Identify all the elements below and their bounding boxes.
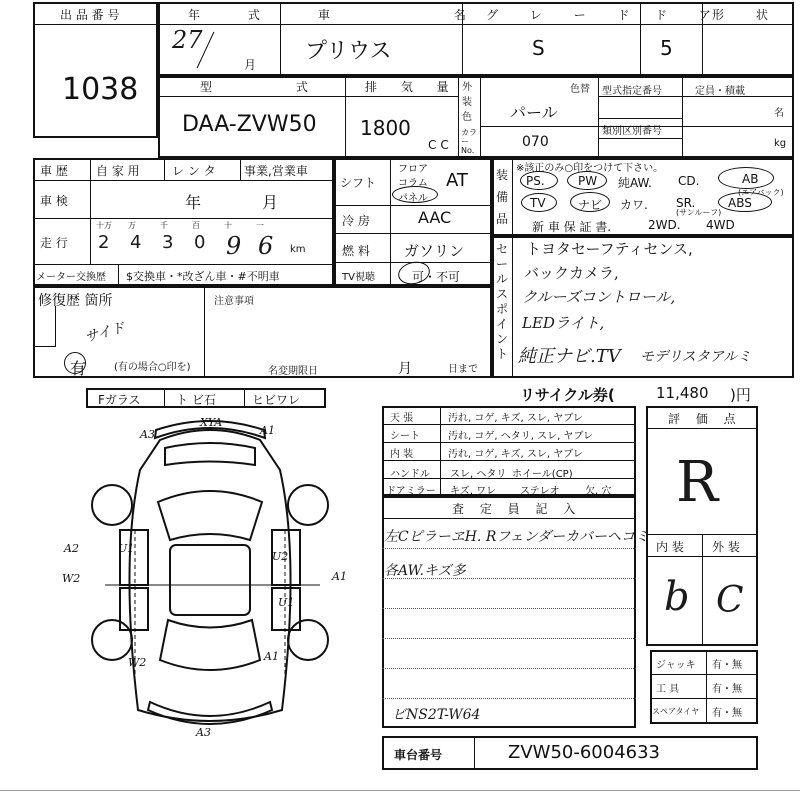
condition-row-options: 汚れ, コゲ, キズ, スレ, ヤブレ	[448, 449, 583, 460]
meter-exchange-label: メーター交換歴	[36, 272, 106, 283]
equipment-sr-sub: (サンルーフ)	[676, 208, 722, 217]
private-label: 自 家 用	[96, 164, 140, 178]
sales-point-3: クルーズコントロール,	[522, 288, 676, 306]
capacity-label: 定員・積載	[695, 86, 745, 97]
category-number-label: 類別区別番号	[602, 126, 662, 137]
tool-kit-label: 工 具	[656, 684, 680, 695]
mileage-digit: 2	[98, 232, 110, 253]
diagram-mark-rear-left-w: W2	[128, 656, 147, 669]
shift-column: コラム	[398, 178, 428, 189]
equipment-navi: ナビ	[578, 198, 603, 212]
tv-options: 可・不可	[412, 270, 461, 284]
handle-options: スレ, ヘタリ	[450, 469, 507, 480]
sales-point-5: 純正ナビ.TV	[518, 346, 621, 367]
inspector-bottom-note: ビNS2T-W64	[392, 707, 481, 723]
shift-floor: フロア	[398, 164, 428, 175]
repair-note: (有の場合○印を)	[114, 362, 191, 373]
equipment-4wd: 4WD	[706, 218, 735, 232]
wheel-front-right	[288, 485, 328, 525]
glass-chip: ト ビ石	[176, 393, 216, 407]
fuel-value: ガソリン	[404, 242, 465, 260]
km-unit: km	[290, 244, 306, 255]
recycle-label: リサイクル券(	[520, 386, 615, 404]
diagram-mark-left-w: W2	[62, 572, 81, 585]
remarks-label: 注意事項	[214, 296, 254, 307]
equipment-ab-sub: (エアバック)	[738, 188, 784, 197]
stereo-options: 欠, 穴	[585, 486, 612, 497]
repair-label: 修復歴 箇所	[38, 293, 113, 309]
tool-jack-value: 有・無	[712, 660, 742, 671]
history-label: 車 歴	[40, 164, 68, 178]
equipment-abs: ABS	[728, 196, 752, 210]
grade-label: グ レ ー ド	[486, 8, 644, 22]
shift-label: シフト	[340, 176, 377, 190]
exterior-color: パール	[510, 103, 558, 122]
equipment-sr: SR.	[676, 196, 696, 210]
wheel-rear-right	[288, 620, 328, 660]
inspection-year-unit: 年	[185, 193, 202, 212]
capacity-unit: 名	[774, 108, 784, 119]
sales-point-1: トヨタセーフティセンス,	[526, 240, 693, 258]
mileage-digit-header: 千	[160, 221, 168, 230]
mileage-digit-header: 一	[256, 221, 264, 230]
inspection-label: 車 検	[40, 194, 68, 208]
diagram-mark-right-u: U2	[272, 550, 289, 563]
mileage-digit: 9	[226, 232, 242, 260]
lot-number-label: 出 品 番 号	[60, 8, 120, 22]
car-body	[129, 430, 290, 721]
equipment-cd: CD.	[678, 174, 700, 188]
equipment-side-label: 装備品	[496, 168, 509, 226]
equipment-note: ※該正のみ○印をつけて下さい。	[516, 163, 664, 174]
shift-value: AT	[446, 170, 468, 191]
interior-label: 内 装	[656, 540, 684, 554]
repair-have-label: 有	[70, 359, 87, 378]
recycle-amount: 11,480	[656, 384, 709, 402]
car-windshield	[158, 491, 262, 540]
diagram-mark-front-right: A1	[260, 424, 275, 437]
chassis-number: ZVW50-6004633	[508, 742, 661, 763]
diagram-mark-front: XYA	[200, 416, 223, 429]
car-roof	[170, 545, 250, 615]
displacement-label: 排 気 量	[365, 80, 459, 94]
color-swap-label: 色替	[570, 84, 590, 95]
condition-row-label: 天 張	[390, 413, 414, 424]
mileage-digit-header: 十	[224, 221, 232, 230]
mileage-digit-header: 十万	[96, 221, 112, 230]
inspector-line-2: 各AW.キズ多	[384, 563, 466, 579]
condition-row-label: 内 装	[390, 449, 414, 460]
handle-label: ハンドル	[390, 469, 430, 480]
load-unit: kg	[774, 138, 787, 149]
mileage-digit: 6	[258, 232, 274, 260]
doors-label: ド ア	[655, 8, 725, 22]
sales-points-side-label: セールスポイント	[496, 242, 509, 361]
wheel-front-left	[92, 485, 132, 525]
mileage-digit-header: 百	[192, 221, 200, 230]
tool-jack-label: ジャッキ	[656, 660, 696, 671]
condition-row-options: 汚れ, コゲ, ヘタリ, スレ, ヤブレ	[448, 431, 594, 442]
wheel-label: ホイール(CP)	[512, 469, 573, 480]
mirror-options: キズ, ワレ	[450, 486, 497, 497]
equipment-2wd: 2WD.	[648, 218, 681, 232]
diagram-mark-right-lower-u: U1	[278, 596, 295, 609]
rating-label: 評 価 点	[668, 412, 742, 426]
diagram-mark-front-left: A3	[140, 428, 155, 441]
repair-handwritten: サイド	[82, 319, 127, 347]
interior-grade: b	[664, 574, 690, 620]
door-left-front	[120, 530, 148, 585]
grade: S	[532, 36, 545, 60]
ac-value: AAC	[418, 208, 452, 227]
diagram-mark-left-door: A2	[64, 542, 79, 555]
sales-point-4: LEDライト,	[522, 314, 605, 332]
diagram-mark-rear: A3	[196, 726, 211, 739]
tv-label: TV視聴	[342, 272, 375, 283]
sales-point-6: モデリスタアルミ	[640, 349, 752, 365]
equipment-pw: PW	[578, 174, 598, 188]
inspector-line-1: 左CピラーヱH. Rフェンダーカバーヘコミ	[384, 529, 649, 545]
name-change-month: 月	[398, 361, 412, 377]
diagram-mark-right-a: A1	[332, 570, 347, 583]
chassis-label: 車台番号	[394, 748, 443, 762]
exterior-grade: C	[716, 580, 744, 621]
car-diagram	[50, 410, 370, 740]
model-designation-label: 型式指定番号	[602, 86, 662, 97]
ac-label: 冷 房	[342, 214, 370, 228]
condition-row-options: 汚れ, コゲ, キズ, スレ, ヤブレ	[448, 413, 583, 424]
condition-row-label: シート	[390, 431, 420, 442]
fuel-label: 燃 料	[342, 244, 370, 258]
cc-unit: CC	[428, 138, 453, 152]
recycle-unit: )円	[730, 386, 751, 404]
doors: 5	[660, 36, 673, 60]
wheel-rear-left	[92, 620, 132, 660]
car-name: プリウス	[305, 39, 392, 64]
stereo-label: ステレオ	[520, 486, 560, 497]
model-type: DAA-ZVW50	[182, 112, 317, 137]
mirror-label: ドアミラー	[386, 486, 436, 497]
equipment-warranty: 新 車 保 証 書.	[532, 220, 612, 234]
equipment-aw: 純AW.	[618, 176, 652, 190]
glass-front: Fガラス	[98, 393, 141, 407]
year-month-unit: 月	[244, 58, 257, 72]
diagram-mark-left-u: U1	[118, 542, 135, 555]
equipment-leather: カワ.	[620, 198, 648, 212]
rental-label: レ ン タ	[172, 164, 216, 178]
name-change-label: 名変期限日	[268, 366, 318, 377]
mileage-digit: 4	[130, 232, 142, 253]
lot-number: 1038	[62, 72, 139, 107]
car-name-label: 車 名	[318, 8, 526, 22]
shift-panel: パネル	[398, 193, 428, 204]
shape-label: 形 状	[712, 8, 782, 22]
equipment-ps: PS.	[526, 174, 545, 188]
meter-exchange-options: $交換車・*改ざん車・#不明車	[126, 270, 280, 283]
business-label: 事業,営業車	[244, 164, 308, 178]
mileage-label: 走 行	[40, 236, 68, 250]
diagram-mark-rear-right-a: A1	[264, 650, 279, 663]
tool-kit-value: 有・無	[712, 684, 742, 695]
color-code-side-label: カラーNo.	[461, 128, 477, 155]
mileage-digit-header: 万	[128, 221, 136, 230]
displacement: 1800	[360, 116, 411, 140]
sales-point-2: バックカメラ,	[524, 264, 619, 282]
exterior-label: 外 装	[712, 540, 740, 554]
exterior-color-side-label: 外装色	[462, 82, 472, 123]
equipment-tv: TV	[530, 196, 546, 210]
equipment-ab: AB	[742, 172, 759, 186]
inspection-month-unit: 月	[262, 193, 279, 212]
type-label: 型 式	[200, 80, 348, 94]
inspector-label: 査 定 員 記 入	[452, 502, 582, 516]
year-label: 年 式	[188, 8, 282, 22]
name-change-day: 日まで	[448, 364, 478, 375]
year-value: 27	[172, 26, 203, 54]
mileage-digit: 3	[162, 232, 174, 253]
glass-crack: ヒビワレ	[252, 393, 301, 407]
rating-score: R	[676, 450, 719, 515]
color-code: 070	[522, 134, 549, 150]
mileage-digit: 0	[194, 232, 206, 253]
car-hood	[165, 443, 255, 465]
tool-spare-value: 有・無	[712, 708, 742, 719]
tool-spare-label: スペアタイヤ	[652, 707, 700, 716]
car-rear-window	[160, 620, 260, 670]
